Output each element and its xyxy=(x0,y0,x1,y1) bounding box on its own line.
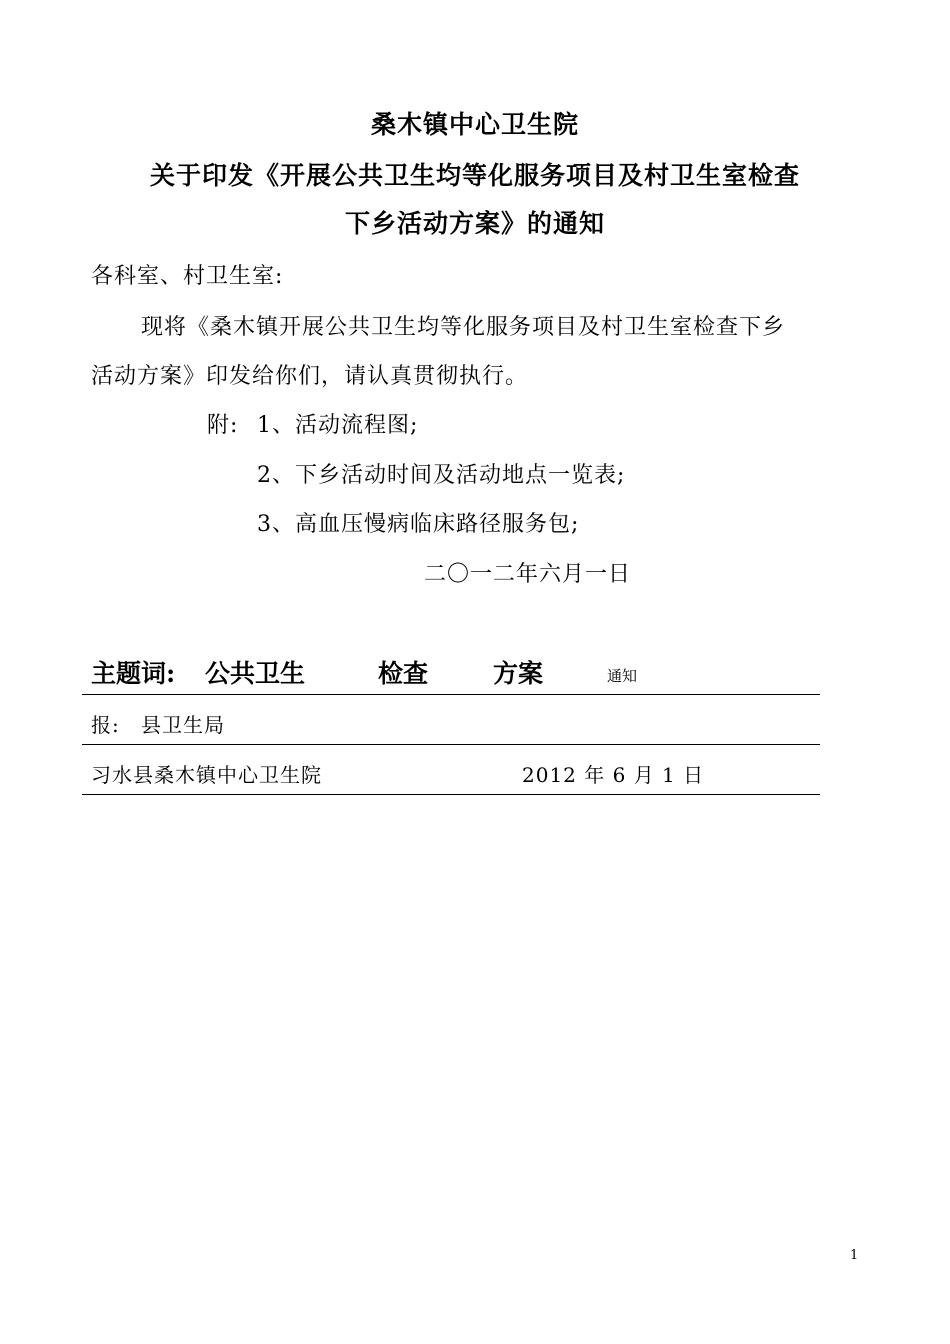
keywords-label: 主题词: xyxy=(91,659,176,688)
divider xyxy=(82,694,820,695)
report-recipient: 县卫生局 xyxy=(141,713,225,737)
body-paragraph-line-2: 活动方案》印发给你们，请认真贯彻执行。 xyxy=(91,364,529,389)
document-title-line-2: 关于印发《开展公共卫生均等化服务项目及村卫生室检查 xyxy=(149,161,800,190)
keyword: 方案 xyxy=(493,659,544,688)
attachment-item: 1、活动流程图; xyxy=(257,413,419,438)
document-date: 二〇一二年六月一日 xyxy=(424,562,632,587)
report-label: 报: xyxy=(91,713,120,737)
issue-date: 2012 年 6 月 1 日 xyxy=(522,763,705,787)
attachment-item: 3、高血压慢病临床路径服务包; xyxy=(257,512,580,537)
document-title-line-3: 下乡活动方案》的通知 xyxy=(344,209,605,238)
keyword-small: 通知 xyxy=(607,667,638,685)
document-title-line-1: 桑木镇中心卫生院 xyxy=(370,110,579,139)
attachments-prefix: 附: xyxy=(207,413,239,438)
divider xyxy=(82,744,820,745)
page-number: 1 xyxy=(850,1248,859,1263)
body-paragraph-line-1: 现将《桑木镇开展公共卫生均等化服务项目及村卫生室检查下乡 xyxy=(141,315,786,340)
keyword: 检查 xyxy=(378,659,429,688)
attachment-item: 2、下乡活动时间及活动地点一览表; xyxy=(257,463,626,488)
issuer-name: 习水县桑木镇中心卫生院 xyxy=(91,763,322,787)
salutation: 各科室、村卫生室: xyxy=(91,264,284,289)
divider xyxy=(82,794,820,795)
keyword: 公共卫生 xyxy=(205,659,306,688)
